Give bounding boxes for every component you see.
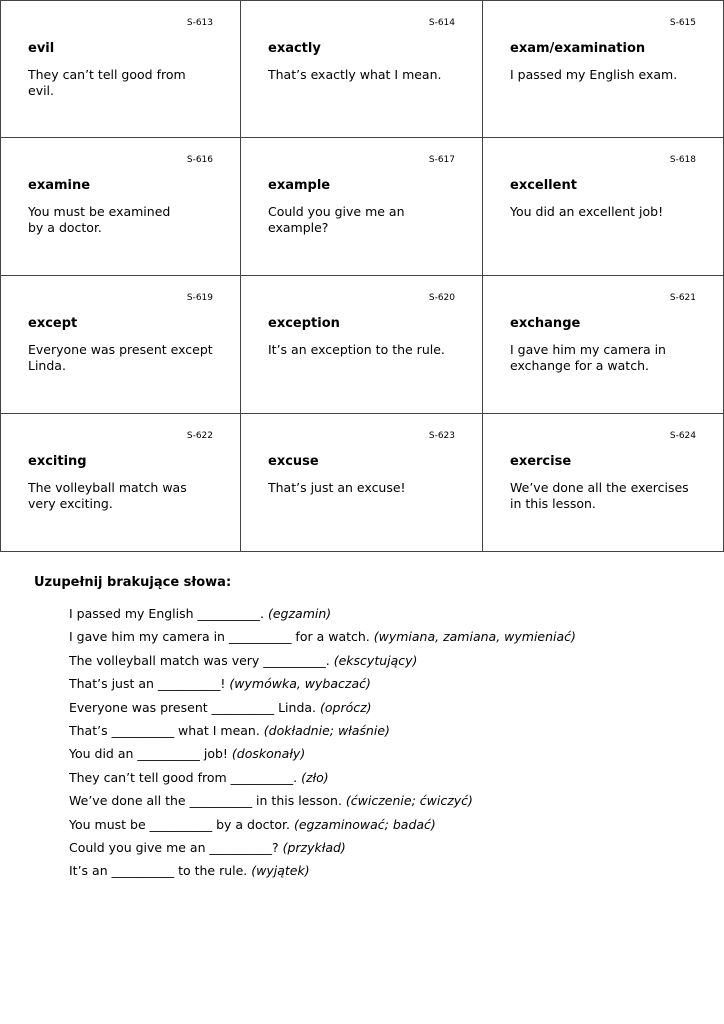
item-text: That’s just an __________! (69, 676, 230, 692)
item-hint: (dokładnie; właśnie) (263, 722, 390, 738)
flashcard (483, 138, 724, 276)
flashcard (0, 276, 241, 414)
card-word: exception (268, 316, 340, 331)
card-code: S-613 (186, 18, 213, 28)
card-code: S-624 (669, 431, 696, 441)
card-word: except (28, 316, 78, 331)
card-word: exchange (510, 316, 581, 331)
item-text: I passed my English __________. (69, 606, 268, 621)
card-word: exam/examination (510, 41, 646, 56)
exercise-title: Uzupełnij brakujące słowa: (34, 575, 232, 590)
item-hint: (doskonały) (231, 746, 306, 762)
item-hint: (ćwiczenie; ćwiczyć) (345, 793, 473, 809)
flashcard (241, 414, 483, 552)
item-hint: (zło) (301, 769, 329, 785)
card-word: exactly (268, 41, 321, 56)
card-sentence: They can’t tell good from evil. (28, 67, 186, 98)
item-text: It’s an __________ to the rule. (69, 863, 252, 879)
item-hint: (przykład) (282, 839, 346, 855)
card-sentence: Everyone was present except Linda. (28, 342, 213, 373)
flashcard (483, 414, 724, 552)
item-hint: (ekscytujący) (333, 652, 418, 668)
item-hint: (wymówka, wybaczać) (229, 676, 371, 692)
card-code: S-617 (428, 155, 455, 165)
item-text: You did an __________ job! (69, 746, 232, 762)
flashcard (241, 138, 483, 276)
item-hint: (wymiana, zamiana, wymieniać) (373, 629, 576, 645)
card-sentence: It’s an exception to the rule. (268, 342, 445, 357)
item-text: I gave him my camera in __________ for a watch. (69, 629, 374, 645)
card-word: exciting (28, 454, 87, 469)
flashcard (0, 414, 241, 552)
card-sentence: You must be examined by a doctor. (28, 204, 171, 235)
card-sentence: I passed my English exam. (510, 67, 678, 82)
card-sentence: We’ve done all the exercises in this lesson. (510, 480, 689, 511)
card-sentence: That’s exactly what I mean. (268, 67, 442, 82)
flashcard (0, 138, 241, 276)
card-sentence: The volleyball match was very exciting. (28, 480, 187, 511)
card-word: excellent (510, 178, 577, 193)
item-hint: (egzaminować; badać) (293, 816, 436, 832)
item-text: That’s __________ what I mean. (69, 722, 264, 738)
flashcard (241, 276, 483, 414)
item-text: You must be __________ by a doctor. (69, 816, 294, 832)
flashcard (241, 0, 483, 138)
card-sentence: Could you give me an example? (268, 204, 405, 235)
flashcard (0, 0, 241, 138)
card-word: excuse (268, 454, 319, 469)
card-word: exercise (510, 454, 572, 469)
card-code: S-623 (428, 431, 455, 441)
card-code: S-616 (186, 155, 213, 165)
card-code: S-622 (186, 431, 213, 441)
card-word: example (268, 178, 331, 193)
card-code: S-618 (669, 155, 696, 165)
card-code: S-620 (428, 293, 455, 303)
card-sentence: That’s just an excuse! (268, 480, 406, 495)
item-text: The volleyball match was very __________. (69, 652, 334, 668)
card-word: evil (28, 41, 55, 56)
item-text: They can’t tell good from __________. (69, 769, 302, 785)
item-hint: (oprócz) (320, 699, 372, 715)
card-code: S-621 (669, 293, 696, 303)
card-code: S-619 (186, 293, 213, 303)
flashcard (483, 0, 724, 138)
card-sentence: You did an excellent job! (510, 204, 664, 219)
item-hint: (wyjątek) (251, 863, 310, 879)
card-sentence: I gave him my camera in exchange for a watch. (510, 342, 666, 373)
card-word: examine (28, 178, 91, 193)
item-hint: (egzamin) (267, 606, 332, 621)
item-text: Could you give me an __________? (69, 839, 283, 855)
card-code: S-614 (428, 18, 455, 28)
flashcard (483, 276, 724, 414)
item-text: We’ve done all the __________ in this lesson. (69, 793, 346, 809)
card-code: S-615 (669, 18, 696, 28)
item-text: Everyone was present __________ Linda. (69, 699, 320, 715)
